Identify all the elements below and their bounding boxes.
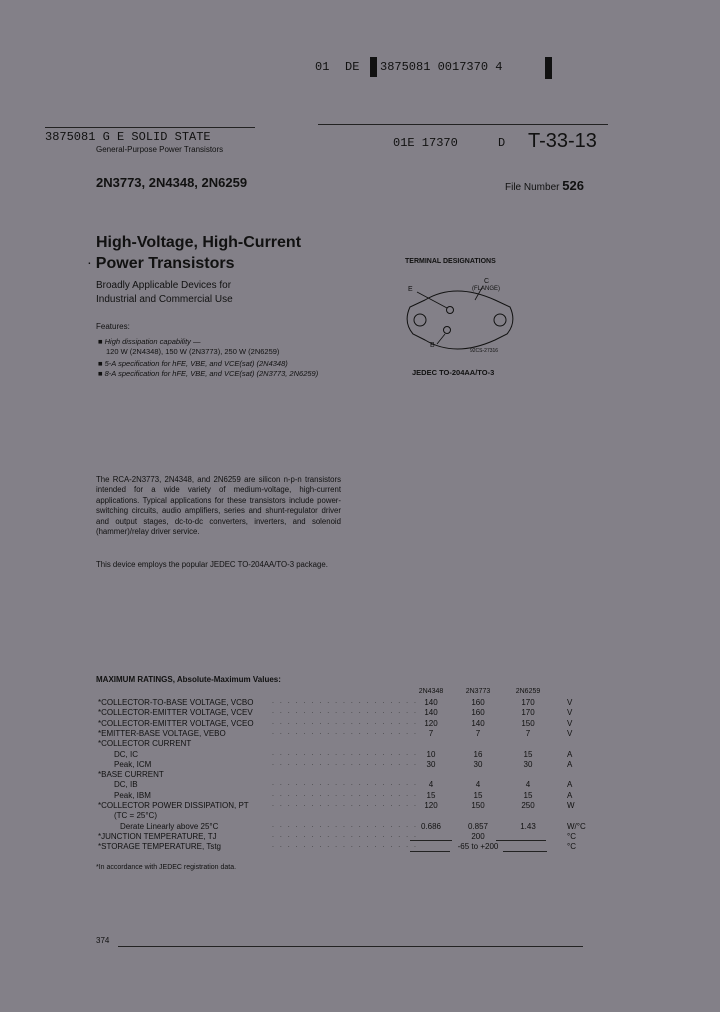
rating-cell-v2: -65 to +200 [457, 842, 499, 852]
rating-cell-v1: 15 [426, 790, 436, 800]
rating-row-label: DC, IC [114, 749, 138, 759]
part-numbers: 2N3773, 2N4348, 2N6259 [96, 175, 248, 190]
rating-row-label: *COLLECTOR POWER DISSIPATION, PT [98, 801, 249, 810]
row-leader-dots: . . . . . . . . . . . . . . . . . . . [272, 831, 418, 839]
rating-cell-v2: 4 [475, 780, 481, 790]
rating-cell-v1: 7 [428, 728, 434, 738]
row-leader-dots: . . . . . . . . . . . . . . . . . . . [272, 759, 418, 767]
header-source: 3875081 G E SOLID STATE [45, 130, 211, 144]
rating-cell-v2: 140 [471, 718, 485, 728]
terminal-label-flange: (FLANGE) [472, 286, 501, 292]
rating-cell-v2: 16 [473, 749, 483, 759]
rating-unit: W [567, 801, 575, 810]
terminal-label-e: E [408, 286, 413, 293]
rating-unit: A [567, 780, 573, 790]
rating-cell-v1: 140 [424, 698, 438, 707]
terminal-label-c: C [484, 278, 490, 285]
rating-cell-v3: 7 [525, 728, 531, 738]
rating-unit: V [567, 708, 573, 718]
header-doc-code: 01E 17370 [393, 136, 458, 150]
col-header-2n4348: 2N4348 [418, 688, 444, 695]
header-category: General-Purpose Power Transistors [96, 145, 224, 154]
rating-cell-v3: 170 [521, 708, 535, 718]
rating-cell-v1: 140 [424, 708, 438, 718]
rating-cell-v1: 120 [424, 718, 438, 728]
rating-unit: A [567, 790, 573, 800]
row-leader-dots: . . . . . . . . . . . . . . . . . . . [272, 698, 418, 705]
terminal-label-b: B [430, 342, 435, 349]
subheading-line1: Broadly Applicable Devices for [96, 280, 232, 291]
rating-row-label: *COLLECTOR-EMITTER VOLTAGE, VCEO [98, 718, 254, 728]
rating-cell-v1: 0.686 [420, 821, 442, 831]
feature-item-2: ■ 5-A specification for hFE, VBE, and VCE(sat) (2N4348) [98, 359, 288, 368]
header-handwritten-code: T-33-13 [528, 130, 597, 152]
header-bar-left [370, 57, 377, 77]
junction-rule-right [496, 840, 546, 841]
rating-cell-v1: 120 [424, 801, 438, 810]
package-designation: JEDEC TO-204AA/TO-3 [412, 368, 495, 377]
file-number [505, 178, 584, 193]
rating-cell-v2: 160 [471, 698, 485, 707]
row-leader-dots: . . . . . . . . . . . . . . . . . . . [272, 780, 418, 788]
rating-cell-v1: 30 [426, 759, 436, 769]
rating-row-label: (TC = 25°C) [114, 811, 157, 821]
heading-mark: · [88, 258, 92, 270]
rating-unit: W/°C [567, 821, 586, 831]
rating-cell-v2: 160 [471, 708, 485, 718]
col-header-2n3773: 2N3773 [465, 688, 491, 695]
feature-item-1-cont: 120 W (2N4348), 150 W (2N3773), 250 W (2N6259) [106, 347, 280, 356]
rating-cell-v3: 250 [521, 801, 535, 810]
rating-cell-v3: 1.43 [520, 821, 536, 831]
junction-rule-left [410, 840, 452, 841]
header-bar-right [545, 57, 552, 79]
rating-cell-v3: 15 [523, 749, 533, 759]
features-heading: Features: [96, 322, 130, 331]
row-leader-dots: . . . . . . . . . . . . . . . . . . . [272, 821, 418, 829]
rating-cell-v2: 7 [475, 728, 481, 738]
rating-cell-v2: 15 [473, 790, 483, 800]
rating-row-label: *BASE CURRENT [98, 770, 164, 780]
rating-cell-v1: 10 [426, 749, 436, 759]
subheading-line2: Industrial and Commercial Use [96, 294, 233, 305]
heading-line1: High-Voltage, High-Current [96, 234, 302, 251]
file-number-label: File Number [505, 182, 560, 193]
rating-cell-v3: 30 [523, 759, 533, 769]
file-number-value: 526 [562, 178, 584, 193]
feature-item-1: ■ High dissipation capability — [98, 337, 201, 346]
rating-cell-v3: 4 [525, 780, 531, 790]
rating-cell-v2: 30 [473, 759, 483, 769]
header-rule-left [45, 127, 255, 128]
package-paragraph: This device employs the popular JEDEC TO-204AA/TO-3 package. [96, 560, 328, 569]
rating-cell-v2: 0.857 [467, 821, 489, 831]
temp-range-rule-right [503, 851, 547, 852]
rating-cell-v3: 170 [521, 698, 535, 707]
to3-package-drawing [395, 272, 525, 362]
rating-row-label: *COLLECTOR CURRENT [98, 739, 192, 749]
rating-row-label: *COLLECTOR-EMITTER VOLTAGE, VCEV [98, 708, 253, 718]
feature-item-3: ■ 8-A specification for hFE, VBE, and VCE(sat) (2N3773, 2N6259) [98, 369, 319, 378]
header-code-01: 01 [315, 60, 330, 74]
description-paragraph: The RCA-2N3773, 2N4348, and 2N6259 are silicon n-p-n transistors intended for a wide variety of medium-voltage, high-current applications. Typical applications for these transistors include power-switching circuits, audio amplifiers, series and shunt-regulator driver and output stages, dc-to-dc converters, inverters, and solenoid (hammer)/relay driver service. [96, 475, 341, 537]
rating-unit: V [567, 698, 573, 707]
header-code-main: 3875081 0017370 4 [380, 60, 503, 74]
diagram-code: 92CS-27316 [470, 348, 499, 354]
rating-row-label: *JUNCTION TEMPERATURE, TJ [98, 831, 217, 841]
rating-unit: °C [567, 842, 576, 852]
rating-unit: A [567, 749, 573, 759]
rating-row-label: Peak, IBM [114, 790, 151, 800]
row-leader-dots: . . . . . . . . . . . . . . . . . . . [272, 749, 418, 757]
rating-cell-v1: 4 [428, 780, 434, 790]
rating-row-label: *COLLECTOR-TO-BASE VOLTAGE, VCBO [98, 698, 254, 707]
ratings-heading: MAXIMUM RATINGS, Absolute-Maximum Values: [96, 675, 281, 684]
heading-line2: · Power Transistors [88, 255, 235, 272]
page-number: 374 [96, 936, 110, 945]
rating-row-label: *STORAGE TEMPERATURE, Tstg [98, 842, 221, 852]
terminal-designations-title: TERMINAL DESIGNATIONS [405, 258, 496, 265]
rating-cell-v3: 15 [523, 790, 533, 800]
rating-unit: °C [567, 831, 576, 841]
rating-unit: V [567, 728, 573, 738]
row-leader-dots: . . . . . . . . . . . . . . . . . . . [272, 790, 418, 798]
row-leader-dots: . . . . . . . . . . . . . . . . . . . [272, 718, 418, 726]
rating-cell-v2: 150 [471, 801, 485, 810]
temp-range-rule-left [410, 851, 450, 852]
row-leader-dots: . . . . . . . . . . . . . . . . . . . [272, 801, 418, 808]
rating-row-label: DC, IB [114, 780, 138, 790]
rating-cell-v3: 150 [521, 718, 535, 728]
footer-rule [118, 946, 583, 947]
header-doc-d: D [498, 136, 506, 150]
rating-row-label: Derate Linearly above 25°C [120, 821, 219, 831]
header-code-de: DE [345, 60, 360, 74]
row-leader-dots: . . . . . . . . . . . . . . . . . . . [272, 728, 418, 736]
rating-row-label: *EMITTER-BASE VOLTAGE, VEBO [98, 728, 226, 738]
row-leader-dots: . . . . . . . . . . . . . . . . . . . [272, 842, 418, 850]
row-leader-dots: . . . . . . . . . . . . . . . . . . . [272, 708, 418, 716]
rating-cell-v2: 200 [471, 831, 485, 841]
header-rule-right [318, 124, 608, 125]
ratings-footnote: *In accordance with JEDEC registration data. [96, 864, 237, 871]
col-header-2n6259: 2N6259 [515, 688, 541, 695]
rating-unit: A [567, 759, 573, 769]
rating-row-label: Peak, ICM [114, 759, 152, 769]
rating-unit: V [567, 718, 573, 728]
